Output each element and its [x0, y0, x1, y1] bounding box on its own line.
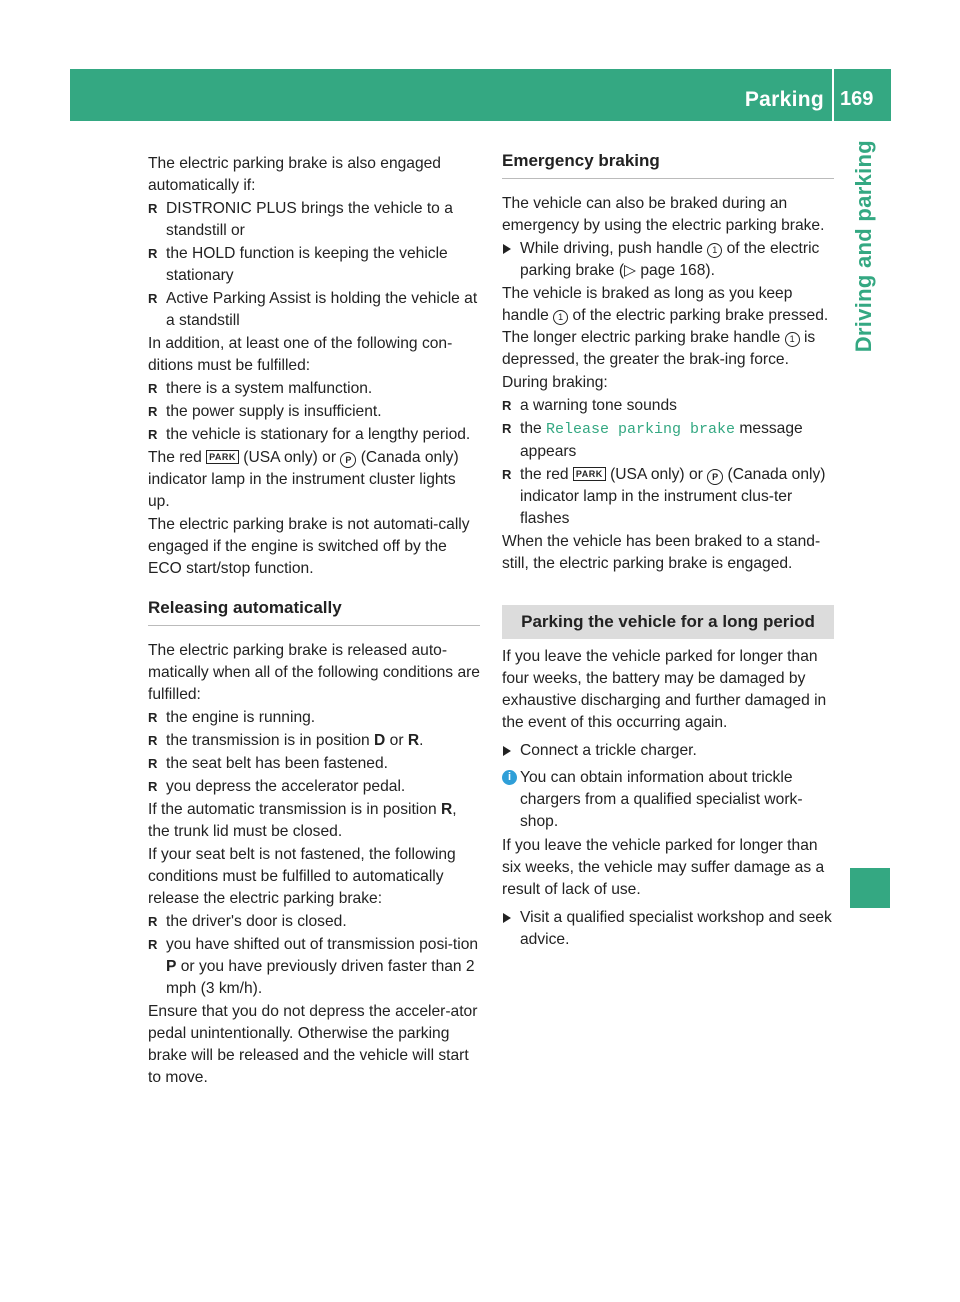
list-item: [502, 464, 834, 530]
list-item: R Active Parking Assist is holding the vehicle at a standstill: [148, 288, 480, 332]
list-item: R DISTRONIC PLUS brings the vehicle to a standstill or: [148, 198, 480, 242]
info-note: [502, 767, 834, 833]
list-item-text: or: [389, 732, 404, 749]
list-item: [148, 730, 480, 752]
list-item: R the engine is running.: [148, 707, 480, 729]
step-text: While driving, push handle: [520, 240, 703, 257]
engaged-intro: The electric parking brake is also engaged automatically if:: [148, 155, 441, 194]
parking-brake-p-icon: P: [707, 469, 723, 485]
chapter-marker: [850, 868, 890, 908]
releasing-intro: The electric parking brake is released auto-matically when all of the following conditions are fulfilled:: [148, 642, 480, 703]
braked-paragraph: [502, 283, 834, 371]
list-item: R the HOLD function is keeping the vehicle stationary: [148, 243, 480, 287]
lamp-text-1: The red: [148, 449, 202, 466]
long-period-heading: Parking the vehicle for a long period: [502, 605, 834, 639]
during-braking-label: During braking:: [502, 374, 608, 391]
header-divider: [832, 69, 834, 121]
section-title: Parking: [744, 88, 824, 111]
handle-1-icon: 1: [785, 332, 800, 347]
list-item: [148, 934, 480, 1000]
list-item: R the seat belt has been fastened.: [148, 753, 480, 775]
park-icon: PARK: [206, 450, 239, 464]
step-text: of the electric parking brake (: [520, 240, 820, 279]
gear-d: D: [374, 732, 386, 749]
list-item-text: the transmission is in position: [166, 732, 370, 749]
list-item-text: you have shifted out of transmission posi-tion: [166, 936, 479, 953]
addition-text: In addition, at least one of the following con-ditions must be fulfilled:: [148, 335, 453, 374]
step-arrow-icon: [503, 913, 511, 923]
list-item-text: the: [520, 420, 542, 437]
info-text: You can obtain information about trickle chargers from a qualified specialist work-shop.: [520, 769, 803, 830]
seatbelt-intro: If your seat belt is not fastened, the following conditions must be fulfilled to automatically release the electric parking brake:: [148, 846, 456, 907]
right-column: [502, 150, 834, 952]
gear-r: R: [440, 801, 453, 818]
lamp-paragraph: [148, 447, 480, 513]
list-item-text: the red: [520, 466, 569, 483]
display-message: Release parking brake: [546, 421, 736, 438]
auto-text: , the trunk lid must be closed.: [148, 801, 457, 840]
chapter-tab-label: Driving and parking: [851, 140, 876, 353]
list-item-text: .: [419, 732, 424, 749]
four-weeks-text: If you leave the vehicle parked for longer than four weeks, the battery may be damaged by exhaustive discharging and further damaged in the event of this occurring again.: [502, 648, 827, 731]
step-text: Connect a trickle charger.: [520, 742, 697, 759]
chapter-tab: [838, 140, 890, 820]
step-arrow-icon: [503, 244, 511, 254]
left-column: [148, 153, 480, 1090]
lamp-text-2: (USA only) or: [243, 449, 337, 466]
page-reference: page 168).: [640, 262, 715, 279]
list-item-text: message appears: [520, 420, 803, 460]
page-number: 169: [840, 88, 874, 110]
automatic-transmission-note: [148, 799, 480, 843]
braked-text: of the electric parking brake pressed. The longer electric parking brake handle: [502, 307, 829, 346]
list-item: R a warning tone sounds: [502, 395, 834, 417]
emergency-intro: The vehicle can also be braked during an emergency by using the electric parking brake.: [502, 195, 825, 234]
list-item-text: (Canada only) indicator lamp in the instrument clus-ter flashes: [520, 466, 826, 527]
info-icon: i: [502, 770, 517, 785]
gear-p: P: [166, 958, 177, 975]
list-item: R you depress the accelerator pedal.: [148, 776, 480, 798]
list-item: R there is a system malfunction.: [148, 378, 480, 400]
list-item: R the power supply is insufficient.: [148, 401, 480, 423]
instruction-step: [502, 238, 834, 282]
list-item-text: (USA only) or: [610, 466, 703, 483]
list-item: [502, 418, 834, 463]
list-item-text: or you have previously driven faster than 2 mph (3 km/h).: [166, 958, 475, 997]
braked-text: is depressed, the greater the brak-ing force.: [502, 329, 816, 368]
braked-text: The vehicle is braked as long as you keep handle: [502, 285, 793, 324]
page-ref-arrow-icon: ▷: [624, 262, 637, 279]
park-icon: PARK: [573, 467, 606, 481]
parking-brake-p-icon: P: [340, 452, 356, 468]
releasing-heading: Releasing automatically: [148, 597, 480, 626]
step-arrow-icon: [503, 746, 511, 756]
auto-text: If the automatic transmission is in position: [148, 801, 437, 818]
standstill-text: When the vehicle has been braked to a stand-still, the electric parking brake is engaged.: [502, 533, 821, 572]
list-item: R the driver's door is closed.: [148, 911, 480, 933]
eco-note: The electric parking brake is not automati-cally engaged if the engine is switched off by the ECO start/stop function.: [148, 516, 470, 577]
emergency-heading: Emergency braking: [502, 150, 834, 179]
lamp-text-3: (Canada only) indicator lamp in the instrument cluster lights up.: [148, 449, 459, 510]
step-text: Visit a qualified specialist workshop and seek advice.: [520, 909, 832, 948]
instruction-step: [502, 740, 834, 762]
list-item: R the vehicle is stationary for a lengthy period.: [148, 424, 480, 446]
ensure-text: Ensure that you do not depress the acceler-ator pedal unintentionally. Otherwise the parking brake will be released and the vehicle will start to move.: [148, 1003, 478, 1086]
six-weeks-text: If you leave the vehicle parked for longer than six weeks, the vehicle may suffer damage as a result of lack of use.: [502, 837, 825, 898]
gear-r: R: [407, 732, 420, 749]
handle-1-icon: 1: [707, 243, 722, 258]
handle-1-icon: 1: [553, 310, 568, 325]
instruction-step: [502, 907, 834, 951]
